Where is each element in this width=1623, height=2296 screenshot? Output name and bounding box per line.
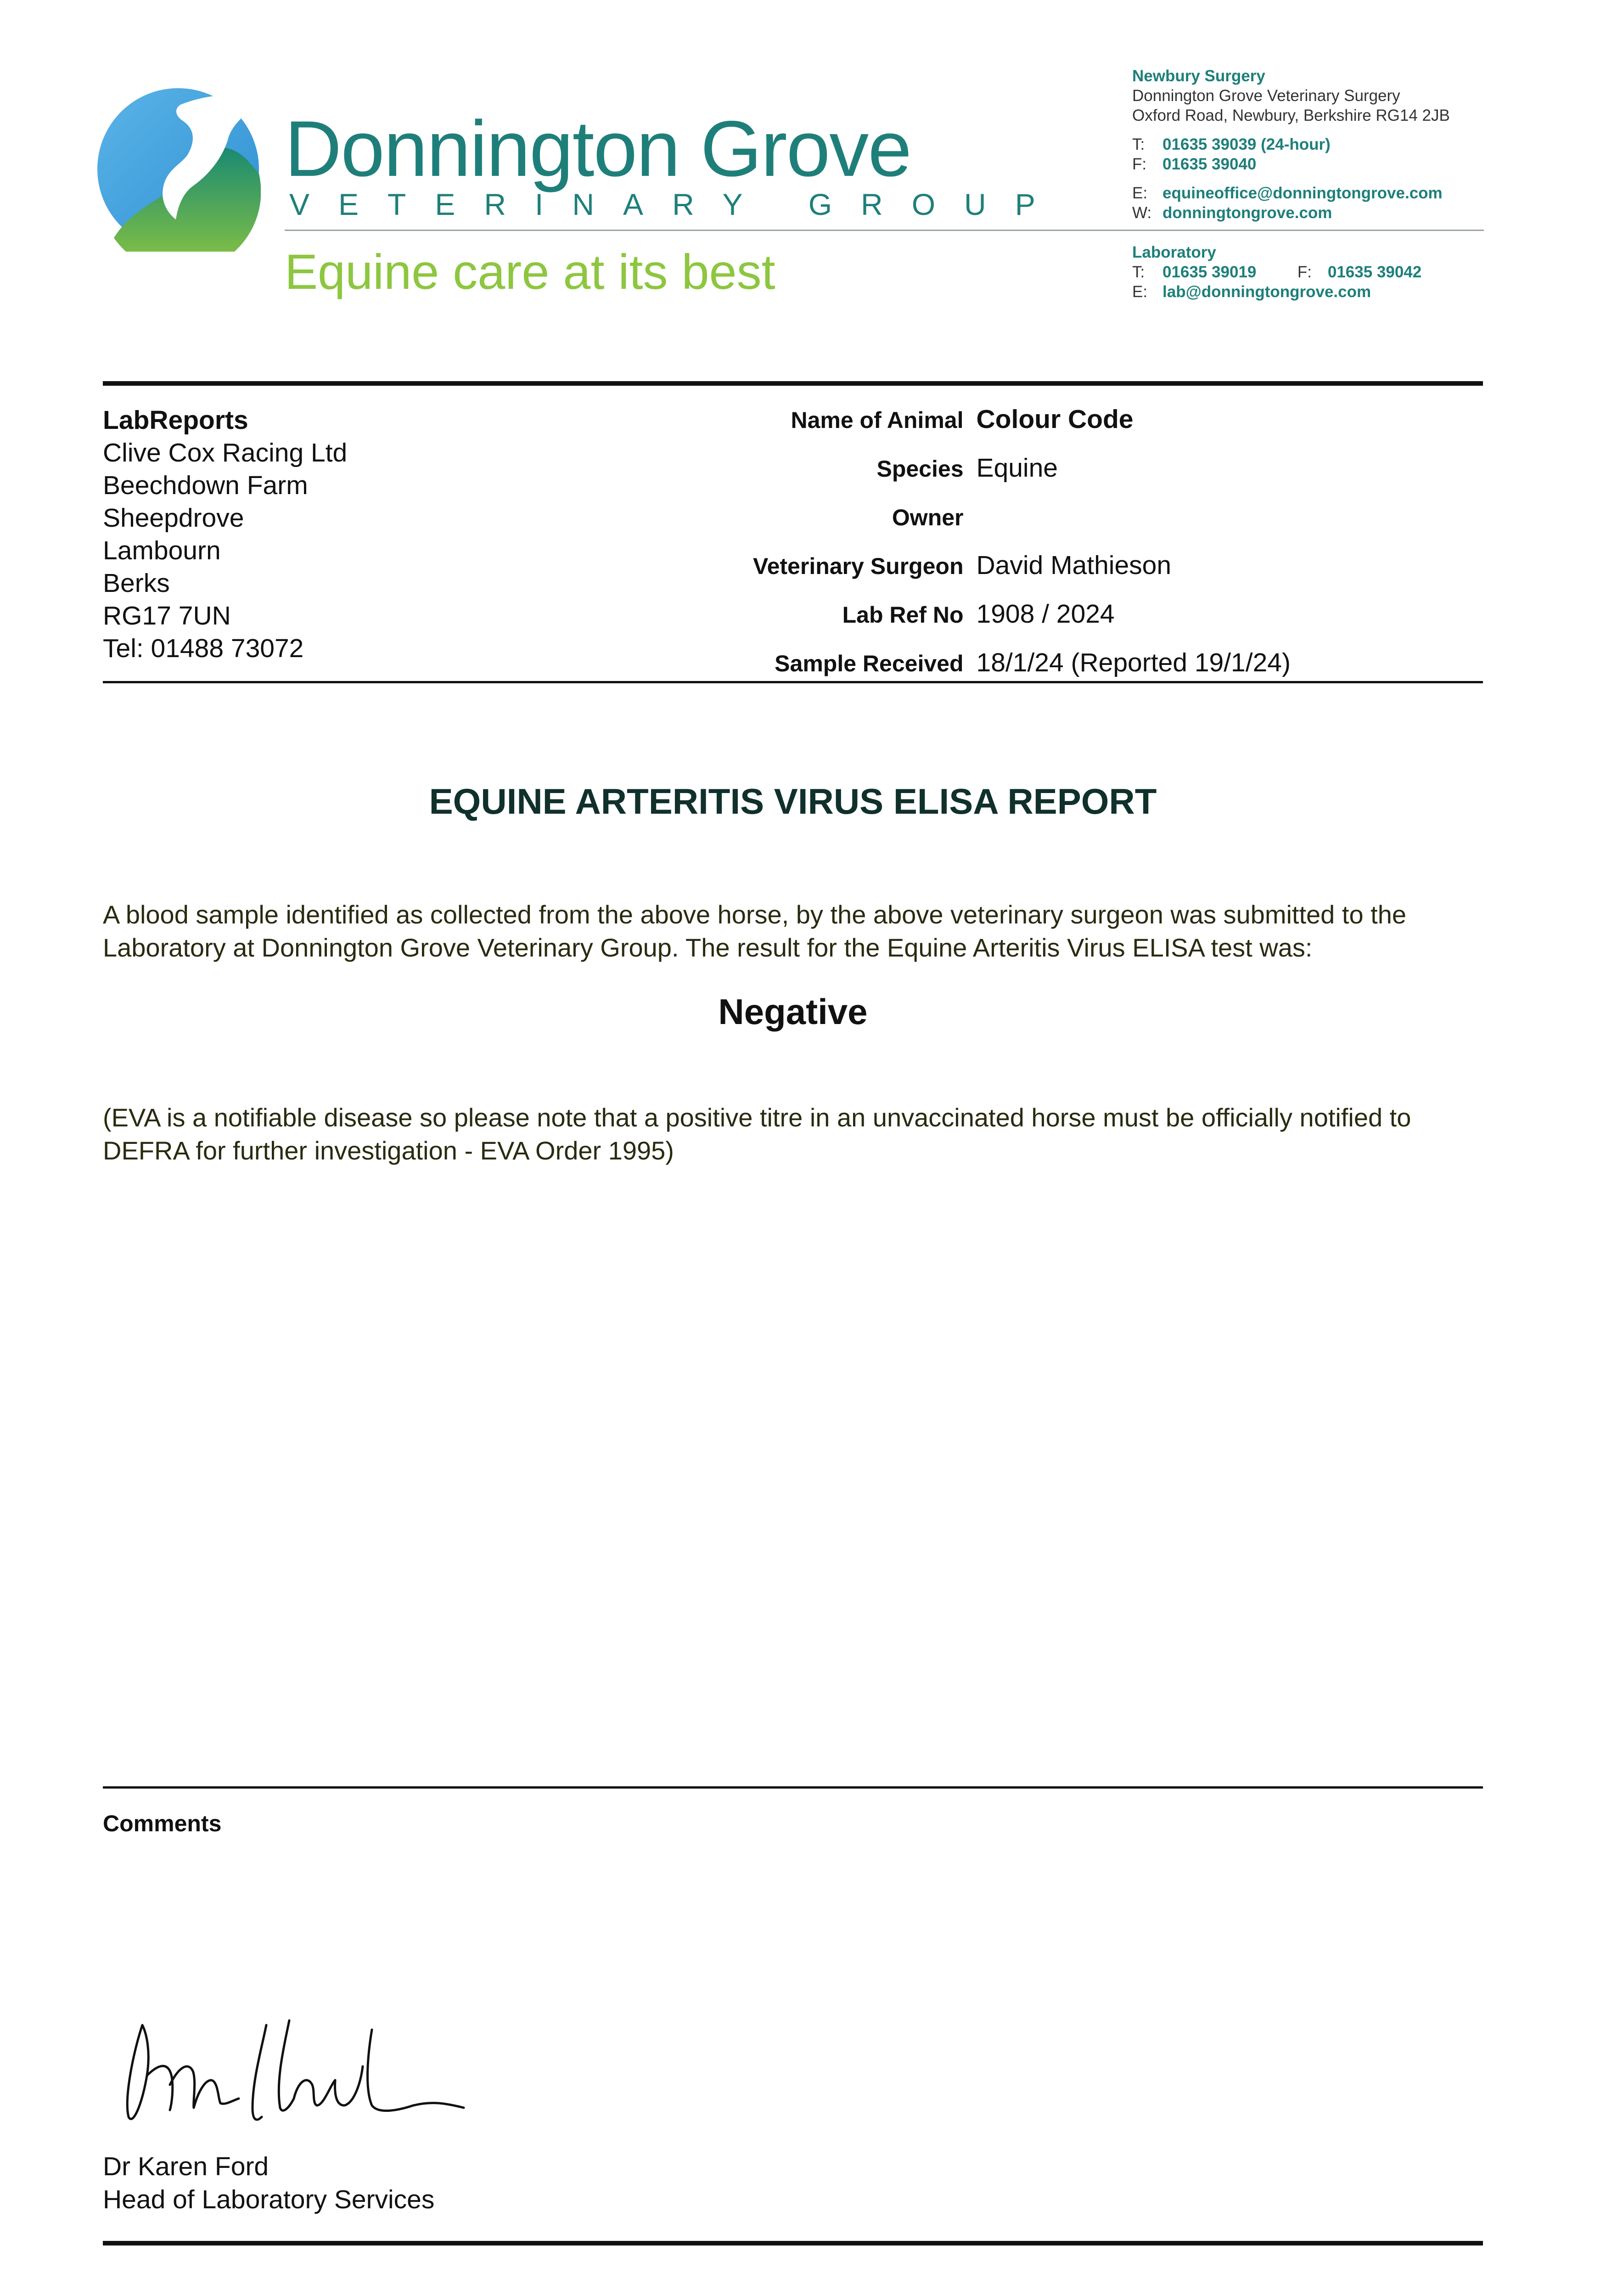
- email-label: E:: [1132, 283, 1148, 301]
- lab-email-link[interactable]: lab@donningtongrove.com: [1162, 283, 1371, 301]
- detail-label: Name of Animal: [791, 407, 964, 433]
- detail-label: Species: [876, 456, 964, 482]
- fax-label: F:: [1132, 155, 1147, 173]
- website-link[interactable]: donningtongrove.com: [1162, 204, 1332, 222]
- detail-label: Owner: [892, 505, 964, 530]
- report-intro: A blood sample identified as collected from the above horse, by the above veterinary surgeon was submitted to the Laboratory at Donnington Grove Veterinary Group. The result for the Equine Arteritis Virus ELISA test was:: [103, 900, 1406, 962]
- detail-row-species: [753, 453, 1307, 501]
- address-line: RG17 7UN: [103, 601, 231, 630]
- comments-label: Comments: [103, 1811, 222, 1836]
- tel-label: T:: [1132, 135, 1145, 153]
- signatory-block: [103, 2150, 434, 2216]
- top-divider: [103, 381, 1483, 386]
- address-line: Sheepdrove: [103, 503, 244, 533]
- detail-label: Lab Ref No: [842, 602, 964, 628]
- newbury-contact-block: [1132, 66, 1450, 223]
- newbury-heading: Newbury Surgery: [1132, 67, 1265, 85]
- detail-row-labref: [753, 599, 1307, 647]
- laboratory-heading: Laboratory: [1132, 243, 1216, 261]
- web-label: W:: [1132, 204, 1152, 222]
- brand-name: Donnington Grove: [285, 105, 911, 193]
- info-bottom-divider: [103, 681, 1483, 683]
- owner-value: [977, 501, 1307, 550]
- lab-ref-value: 1908 / 2024: [976, 599, 1115, 629]
- lab-phone[interactable]: 01635 39019: [1162, 263, 1257, 281]
- newbury-address-line: Oxford Road, Newbury, Berkshire RG14 2JB: [1132, 107, 1450, 124]
- comments-divider: [103, 1786, 1483, 1789]
- newbury-email-link[interactable]: equineoffice@donningtongrove.com: [1162, 184, 1443, 202]
- signature-icon: [115, 2011, 482, 2140]
- test-result: Negative: [718, 991, 868, 1032]
- laboratory-contact-block: [1132, 242, 1421, 302]
- detail-label: Veterinary Surgeon: [753, 553, 964, 579]
- address-title: LabReports: [103, 405, 248, 435]
- newbury-phone[interactable]: 01635 39039 (24-hour): [1162, 135, 1331, 153]
- brand-subtitle: VETERINARY GROUP: [289, 187, 1064, 221]
- signatory-role: Head of Laboratory Services: [103, 2185, 435, 2214]
- tel-label: T:: [1132, 263, 1145, 281]
- newbury-fax: 01635 39040: [1162, 155, 1257, 173]
- detail-row-received: [753, 647, 1307, 696]
- address-line: Berks: [103, 568, 170, 598]
- sample-received-value: 18/1/24 (Reported 19/1/24): [976, 648, 1291, 677]
- detail-row-owner: [753, 501, 1307, 550]
- animal-name: Colour Code: [976, 405, 1134, 434]
- signatory-name: Dr Karen Ford: [103, 2152, 269, 2181]
- address-line: Lambourn: [103, 536, 221, 565]
- detail-label: Sample Received: [775, 651, 964, 676]
- report-note: (EVA is a notifiable disease so please note that a positive titre in an unvaccinated horse must be officially notified to DEFRA for further investigation - EVA Order 1995): [103, 1103, 1411, 1165]
- newbury-address-line: Donnington Grove Veterinary Surgery: [1132, 87, 1400, 105]
- species-value: Equine: [976, 453, 1058, 483]
- detail-row-animal: [753, 404, 1307, 453]
- address-phone: Tel: 01488 73072: [103, 634, 304, 663]
- horse-head-logo-icon: [95, 86, 261, 252]
- report-title: EQUINE ARTERITIS VIRUS ELISA REPORT: [429, 781, 1157, 822]
- client-address: [103, 404, 347, 665]
- tagline: Equine care at its best: [285, 244, 775, 299]
- footer-divider: [103, 2241, 1483, 2245]
- detail-row-vet: [753, 550, 1307, 599]
- animal-details-table: [753, 404, 1307, 696]
- fax-label: F:: [1297, 263, 1312, 281]
- lab-fax: 01635 39042: [1327, 263, 1422, 281]
- vet-value: David Mathieson: [976, 551, 1172, 580]
- email-label: E:: [1132, 184, 1148, 202]
- address-line: Clive Cox Racing Ltd: [103, 438, 348, 467]
- letterhead-divider: [285, 230, 1484, 231]
- address-line: Beechdown Farm: [103, 471, 308, 500]
